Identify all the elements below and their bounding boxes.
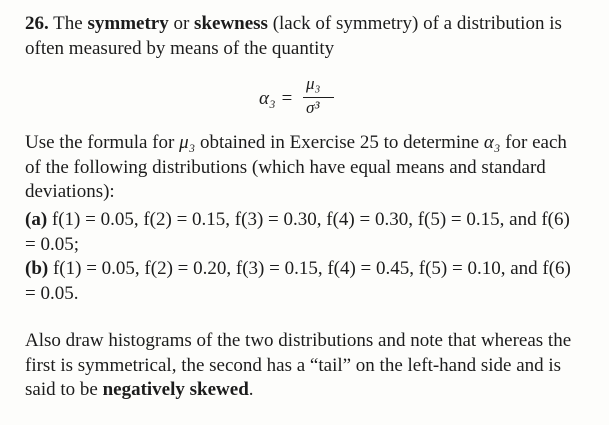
part-b-label: (b) (25, 258, 49, 279)
formula-numerator: μ₃ (306, 74, 321, 93)
alpha3-symbol: α₃ (483, 132, 501, 153)
mu3-symbol: μ₃ (179, 132, 196, 153)
intro-rest: (lack of symmetry) of a distribution is often measured by means of the quantity (25, 13, 562, 59)
intro-word: The (53, 13, 83, 34)
part-a-label: (a) (25, 209, 48, 230)
instruction-paragraph (25, 131, 585, 205)
part-b-text: f(1) = 0.05, f(2) = 0.20, f(3) = 0.15, f(4) = 0.45, f(5) = 0.10, and f(6) = 0.05. (25, 258, 571, 304)
term-skewness: skewness (194, 13, 268, 34)
part-a (25, 208, 585, 257)
part-b (25, 257, 585, 306)
term-negatively-skewed: negatively skewed (102, 379, 249, 400)
instruction-text: for each of the following distributions (which have equal means and standard deviations): (25, 132, 567, 202)
intro-word: or (173, 13, 190, 34)
instruction-text: Use the formula for (25, 132, 175, 153)
exercise-intro (25, 12, 585, 61)
formula-denominator: σ³ (306, 98, 320, 117)
part-a-text: f(1) = 0.05, f(2) = 0.15, f(3) = 0.30, f(4) = 0.30, f(5) = 0.15, and f(6) = 0.05; (25, 209, 570, 255)
closing-period: . (248, 379, 254, 400)
term-symmetry: symmetry (87, 13, 169, 34)
exercise-number: 26. (25, 13, 49, 34)
instruction-text: obtained in Exercise 25 to determine (199, 132, 480, 153)
closing-paragraph (25, 329, 585, 403)
formula-lhs: α₃ = (259, 88, 294, 109)
closing-text: Also draw histograms of the two distributions and note that whereas the first is symmetrical, the second has a “tail” on the left-hand side and is said to be (25, 330, 572, 400)
alpha3-formula (0, 74, 609, 124)
